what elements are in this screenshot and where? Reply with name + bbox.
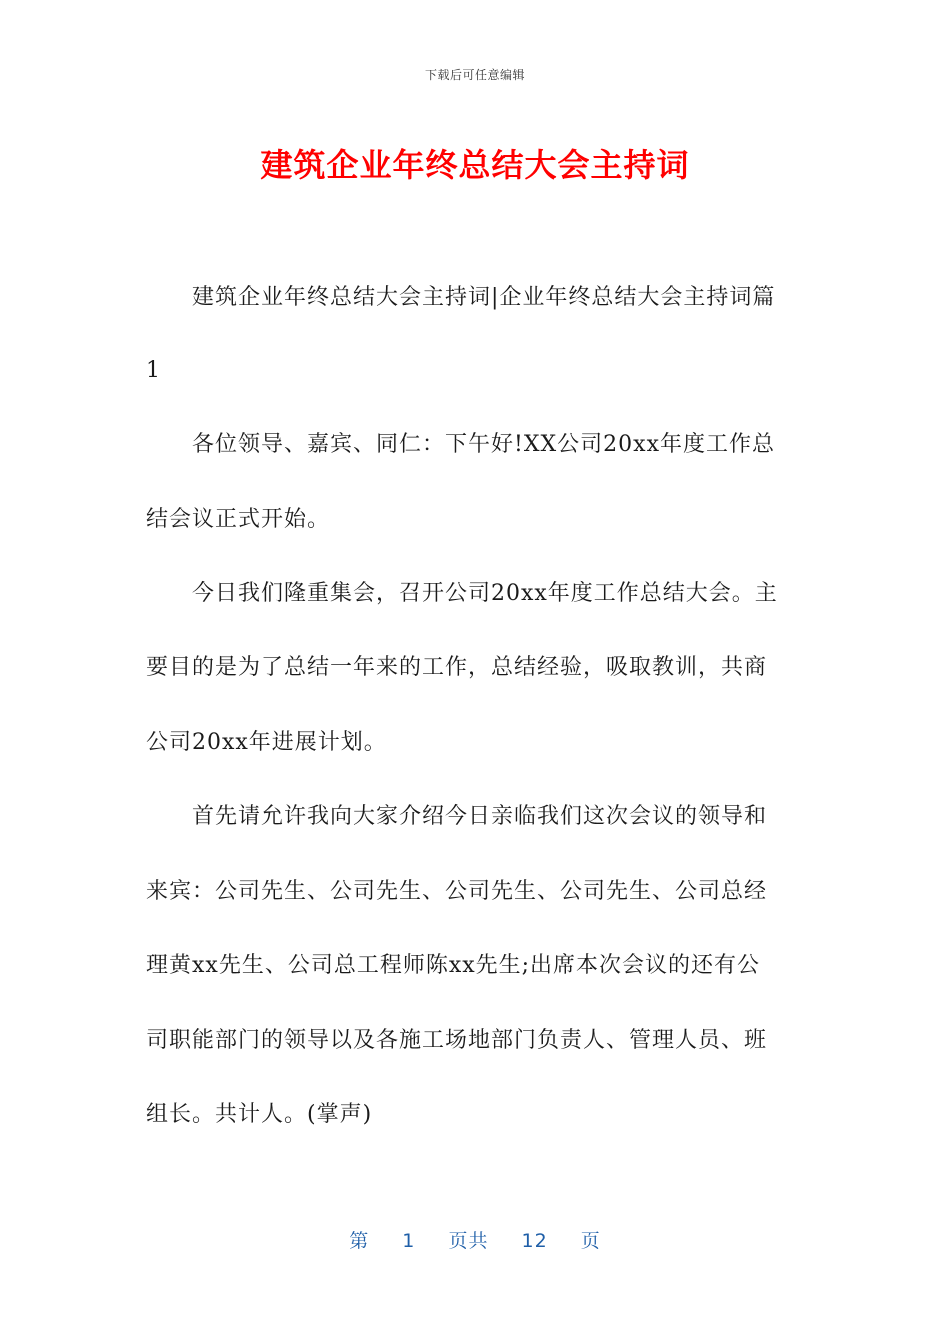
paragraph-line: 司职能部门的领导以及各施工场地部门负责人、管理人员、班 [146, 1028, 768, 1053]
page-label-suffix: 页 [580, 1230, 601, 1252]
total-pages: 12 [521, 1230, 548, 1252]
page-label-middle: 页共 [448, 1230, 489, 1252]
paragraph-line: 要目的是为了总结一年来的工作，总结经验，吸取教训，共商 [146, 655, 768, 680]
paragraph-line: 公司20xx年进展计划。 [146, 730, 387, 755]
paragraph-line: 理黄xx先生、公司总工程师陈xx先生;出席本次会议的还有公 [146, 953, 761, 978]
page-number: 1 [402, 1230, 416, 1252]
paragraph-line: 结会议正式开始。 [146, 507, 331, 532]
page-footer [0, 1226, 950, 1253]
paragraph-line: 组长。共计人。(掌声) [146, 1102, 373, 1127]
header-note: 下载后可任意编辑 [424, 68, 525, 82]
paragraph-line: 建筑企业年终总结大会主持词|企业年终总结大会主持词篇 [192, 285, 776, 310]
page-label-prefix: 第 [349, 1230, 370, 1252]
paragraph-line: 首先请允许我向大家介绍今日亲临我们这次会议的领导和 [192, 804, 768, 829]
paragraph-line: 1 [146, 358, 161, 383]
document-title: 建筑企业年终总结大会主持词 [260, 146, 690, 184]
paragraph-line: 来宾：公司先生、公司先生、公司先生、公司先生、公司总经 [146, 879, 768, 904]
paragraph-line: 今日我们隆重集会，召开公司20xx年度工作总结大会。主 [192, 581, 778, 606]
paragraph-line: 各位领导、嘉宾、同仁：下午好!XX公司20xx年度工作总 [192, 432, 775, 457]
